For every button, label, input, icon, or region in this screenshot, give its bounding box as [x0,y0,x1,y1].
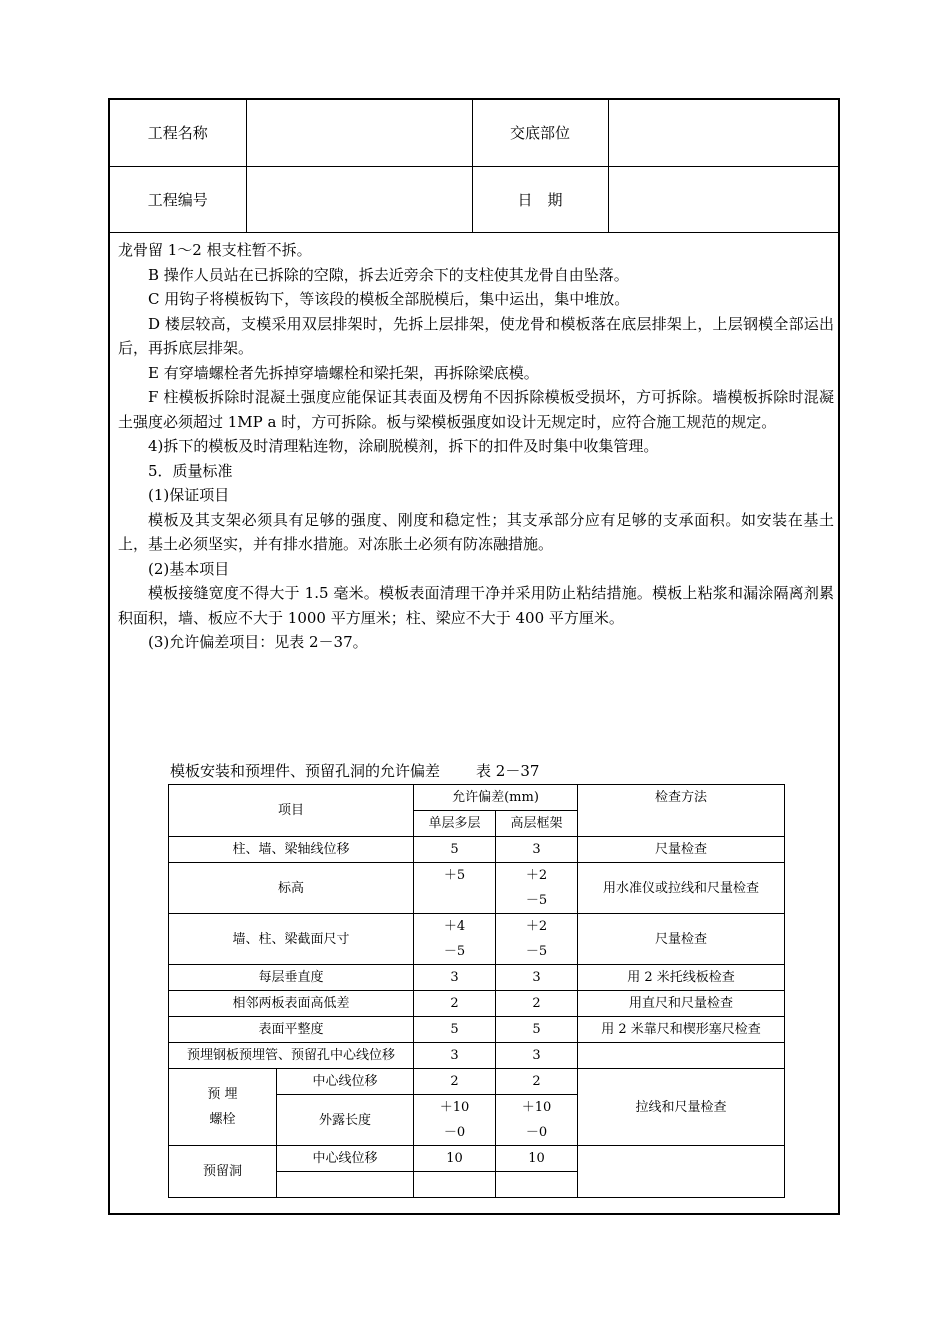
row-value-a [414,863,496,914]
value-line: ＋4 [443,919,466,934]
table-row [169,991,785,1017]
row-method: 尺量检查 [578,914,785,965]
table-row [169,863,785,914]
table-row [169,837,785,863]
bolt-group: 预 埋 螺栓 [169,1069,277,1146]
subsection-heading: (3)允许偏差项目：见表 2－37。 [148,633,368,651]
subsection-heading: (2)基本项目 [148,559,230,578]
section-heading: 5．质量标准 [148,461,233,480]
subsection-heading: (1)保证项目 [148,486,230,504]
header-item: 项目 [169,785,414,837]
location-value[interactable] [608,100,838,166]
row-value-b [496,914,578,965]
row-item: 预埋钢板预埋管、预留孔中心线位移 [169,1043,414,1069]
table-caption-number: 表 2－37 [476,762,540,780]
project-name-value[interactable] [246,100,472,166]
header-high-frame: 高层框架 [496,811,578,837]
row-value-b: 3 [496,1043,578,1069]
bolt-method: 拉线和尺量检查 [578,1069,785,1146]
table-row [169,1069,785,1095]
value-line: ＋10 [439,1100,470,1115]
value-line: －5 [525,944,548,959]
row-method: 用直尺和尺量检查 [578,991,785,1017]
hole-sub2-a [414,1172,496,1198]
table-row [169,1043,785,1069]
table-row [169,914,785,965]
hole-sub2-b [496,1172,578,1198]
row-value-b: 3 [496,965,578,991]
row-method: 用 2 米靠尺和楔形塞尺检查 [578,1017,785,1043]
row-item: 墙、柱、梁截面尺寸 [169,914,414,965]
paragraph: 4)拆下的模板及时清理粘连物，涂刷脱模剂，拆下的扣件及时集中收集管理。 [148,437,659,455]
paragraph: C 用钩子将模板钩下，等该段的模板全部脱模后，集中运出，集中堆放。 [148,290,630,308]
value-line: －0 [443,1125,466,1140]
body-text [118,238,834,655]
row-item: 每层垂直度 [169,965,414,991]
document-frame [108,98,840,1215]
paragraph: F 柱模板拆除时混凝土强度应能保证其表面及楞角不因拆除模板受损坏，方可拆除。墙模板拆除时混凝土强度必须超过 1MP a 时，方可拆除。板与梁模板强度如设计无规定时，应符合施工规范的规定。 [118,388,834,431]
paragraph: 模板及其支架必须具有足够的强度、刚度和稳定性；其支承部分应有足够的支承面积。如安装在基土上，基土必须坚实，并有排水措施。对冻胀土必须有防冻融措施。 [118,510,834,553]
project-no-value[interactable] [246,166,472,232]
row-value-a: 2 [414,991,496,1017]
value-line: ＋10 [521,1100,552,1115]
value-line: －5 [525,893,548,908]
paragraph: B 操作人员站在已拆除的空隙，拆去近旁余下的支柱使其龙骨自由坠落。 [148,265,629,284]
value-line: ＋5 [443,868,466,883]
row-value-b: 3 [496,837,578,863]
table-row [169,965,785,991]
location-label: 交底部位 [472,100,608,166]
bolt-sub2: 外露长度 [277,1095,414,1146]
header-single-multi: 单层多层 [414,811,496,837]
table-caption [170,760,539,781]
date-value[interactable] [608,166,838,232]
hole-sub2 [277,1172,414,1198]
table-header-row [169,785,785,811]
bolt-sub2-b [496,1095,578,1146]
table-row [169,1017,785,1043]
row-value-a [414,914,496,965]
row-value-a: 3 [414,965,496,991]
value-line: －0 [525,1125,548,1140]
hole-sub1-b: 10 [496,1146,578,1172]
row-value-b: 2 [496,991,578,1017]
bolt-sub1-b: 2 [496,1069,578,1095]
row-method [578,1043,785,1069]
hole-sub1-a: 10 [414,1146,496,1172]
bolt-sub2-a [414,1095,496,1146]
row-item: 表面平整度 [169,1017,414,1043]
paragraph: D 楼层较高，支模采用双层排架时，先拆上层排架，使龙骨和模板落在底层排架上，上层钢模全部运出后，再拆底层排架。 [118,314,834,357]
hole-sub1: 中心线位移 [277,1146,414,1172]
hole-method [578,1146,785,1198]
value-line [414,888,495,913]
row-item: 标高 [169,863,414,914]
header-tolerance: 允许偏差(mm) [414,785,578,811]
tolerance-table [168,784,785,1198]
value-line: ＋2 [525,919,548,934]
row-value-a: 5 [414,1017,496,1043]
bolt-sub1-a: 2 [414,1069,496,1095]
paragraph: 龙骨留 1～2 根支柱暂不拆。 [118,241,312,259]
row-method: 用水准仪或拉线和尺量检查 [578,863,785,914]
table-caption-title: 模板安装和预埋件、预留孔洞的允许偏差 [170,762,441,780]
header-method: 检查方法 [578,785,785,837]
project-name-label: 工程名称 [110,100,246,166]
row-value-a: 5 [414,837,496,863]
bolt-sub1: 中心线位移 [277,1069,414,1095]
paragraph: E 有穿墙螺栓者先拆掉穿墙螺栓和梁托架，再拆除梁底模。 [148,363,539,382]
table-row [169,1146,785,1172]
project-no-label: 工程编号 [110,166,246,232]
row-value-a: 3 [414,1043,496,1069]
paragraph: 模板接缝宽度不得大于 1.5 毫米。模板表面清理干净并采用防止粘结措施。模板上粘浆和漏涂隔离剂累积面积，墙、板应不大于 1000 平方厘米；柱、梁应不大于 400 平方厘米。 [118,584,834,627]
row-value-b [496,863,578,914]
row-value-b: 5 [496,1017,578,1043]
row-method: 尺量检查 [578,837,785,863]
value-line: ＋2 [525,868,548,883]
header-table [110,100,838,233]
row-method: 用 2 米托线板检查 [578,965,785,991]
hole-group: 预留洞 [169,1146,277,1198]
date-label: 日 期 [472,166,608,232]
row-item: 相邻两板表面高低差 [169,991,414,1017]
value-line: －5 [443,944,466,959]
row-item: 柱、墙、梁轴线位移 [169,837,414,863]
